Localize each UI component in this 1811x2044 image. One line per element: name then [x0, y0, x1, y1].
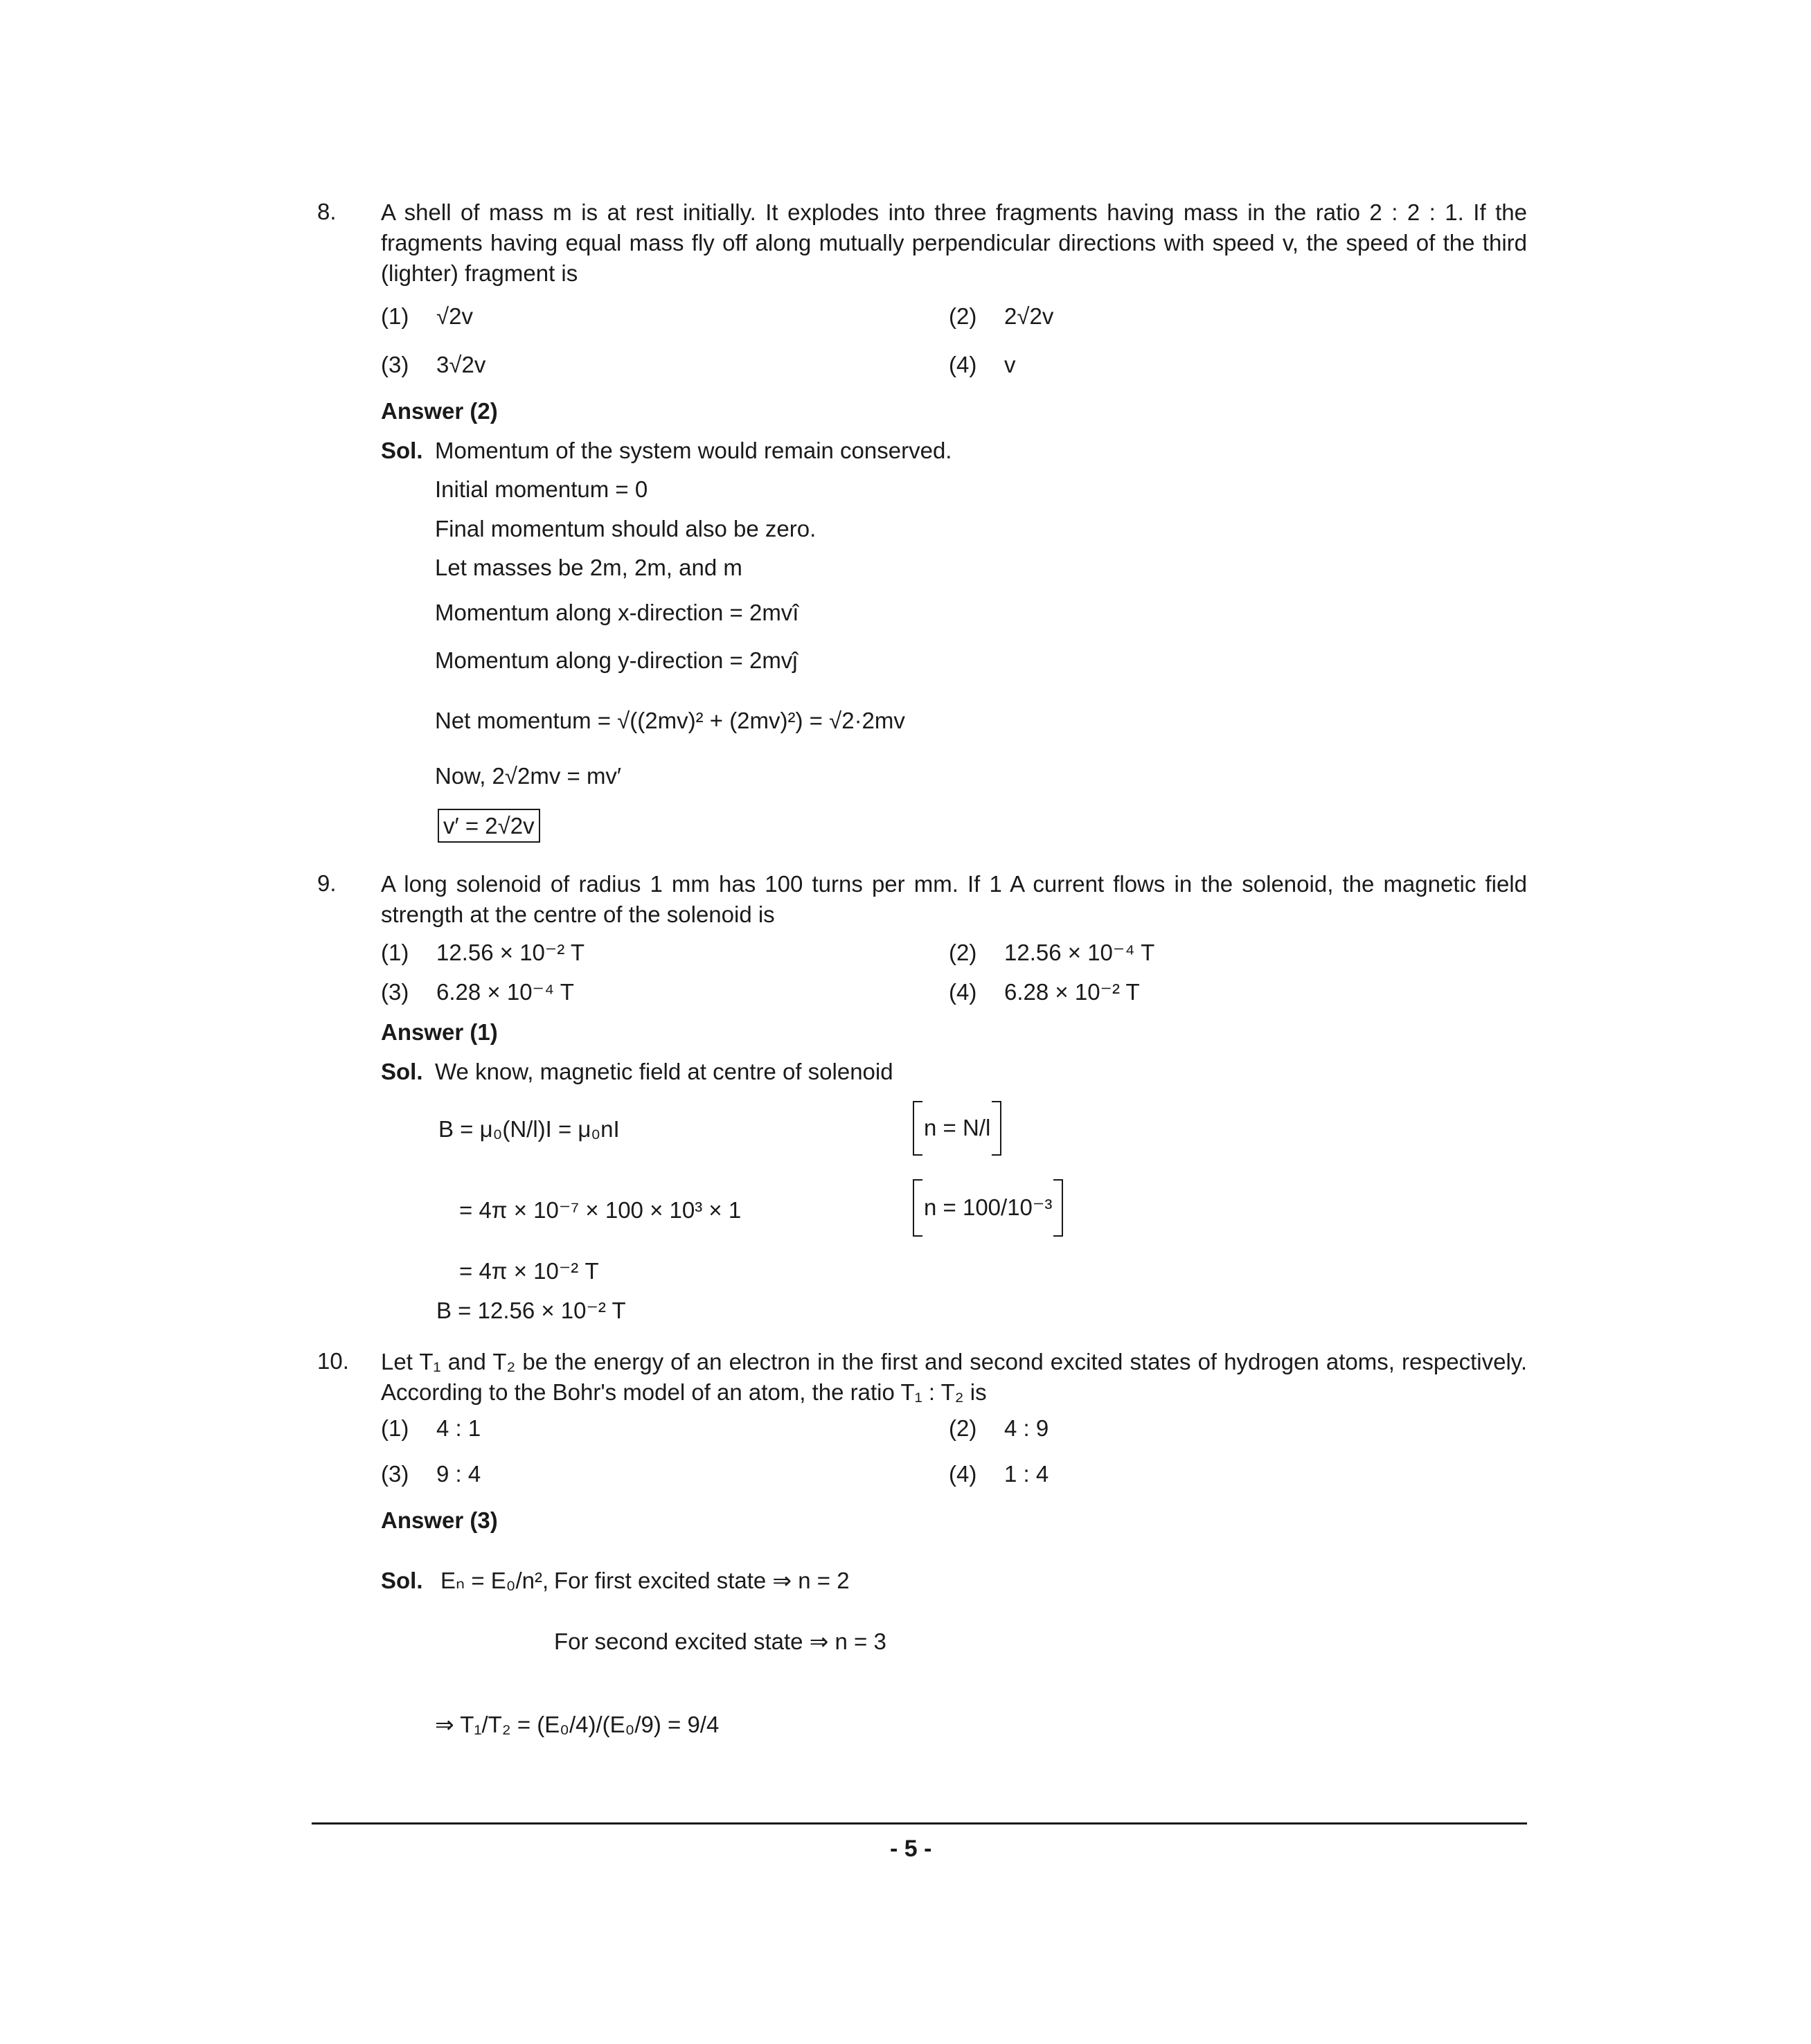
q10-first-excited: For first excited state ⇒ n = 2 — [554, 1568, 850, 1593]
q10-sol-label: Sol. — [381, 1568, 423, 1593]
q9-option-4 — [949, 978, 1140, 1007]
question-10-number: 10. — [317, 1348, 349, 1374]
question-9-text: A long solenoid of radius 1 mm has 100 turns per mm. If 1 A current flows in the solenoid, the magnetic field strength at the centre of the solenoid is — [381, 871, 1527, 927]
option-label: (4) — [949, 352, 977, 377]
q9-equation-1: B = μ₀(N/l)I = μ₀nI — [438, 1116, 620, 1142]
q9-equation-3: = 4π × 10⁻² T — [459, 1258, 599, 1284]
q8-sol-line-4: Let masses be 2m, 2m, and m — [435, 555, 742, 580]
option-value: 12.56 × 10⁻⁴ T — [1004, 940, 1155, 965]
q10-option-4 — [949, 1460, 1049, 1489]
q10-ratio-equation: ⇒ T₁/T₂ = (E₀/4)/(E₀/9) = 9/4 — [435, 1712, 720, 1737]
question-9-number: 9. — [317, 870, 337, 896]
note-text: n = N/l — [924, 1115, 991, 1140]
q8-final-result — [438, 812, 540, 841]
q9-equation-2-note — [913, 1179, 1063, 1237]
question-10-text: Let T₁ and T₂ be the energy of an electron in the first and second excited states of hydrogen atoms, respectively. According to the Bohr's model of an atom, the ratio T₁ : T₂ is — [381, 1349, 1527, 1405]
option-label: (4) — [949, 1461, 977, 1487]
q9-option-1 — [381, 938, 585, 968]
question-8-number: 8. — [317, 199, 337, 224]
note-text: n = 100/10⁻³ — [924, 1194, 1053, 1220]
q8-option-3 — [381, 350, 485, 380]
q8-option-1 — [381, 302, 473, 332]
option-value: v — [1004, 352, 1016, 377]
q10-option-3 — [381, 1460, 481, 1489]
q10-option-2 — [949, 1414, 1049, 1444]
option-label: (2) — [949, 940, 977, 965]
q8-sol-line-7: Net momentum = √((2mv)² + (2mv)²) = √2·2mv — [435, 708, 905, 733]
option-label: (3) — [381, 979, 409, 1005]
option-value: 1 : 4 — [1004, 1461, 1049, 1487]
q9-equation-2: = 4π × 10⁻⁷ × 100 × 10³ × 1 — [459, 1197, 742, 1223]
question-8-text: A shell of mass m is at rest initially. It explodes into three fragments having mass in the ratio 2 : 2 : 1. If the fragments having equal mass fly off along mutually perpendicular directions with speed v, the speed of the third (lighter) fragment is — [381, 199, 1527, 286]
option-value: 3√2v — [436, 352, 486, 377]
option-value: 4 : 1 — [436, 1415, 481, 1441]
option-label: (2) — [949, 303, 977, 329]
q8-option-4 — [949, 350, 1016, 380]
option-value: 12.56 × 10⁻² T — [436, 940, 585, 965]
option-value: 4 : 9 — [1004, 1415, 1049, 1441]
q10-option-1 — [381, 1414, 481, 1444]
q8-sol-line-1: Momentum of the system would remain conserved. — [435, 438, 952, 463]
option-label: (1) — [381, 303, 409, 329]
q9-sol-intro: We know, magnetic field at centre of solenoid — [435, 1059, 893, 1084]
q10-answer: Answer (3) — [381, 1507, 498, 1533]
q9-equation-1-note — [913, 1101, 1001, 1156]
option-value: 6.28 × 10⁻⁴ T — [436, 979, 574, 1005]
q10-second-excited: For second excited state ⇒ n = 3 — [554, 1629, 886, 1654]
q8-sol-label: Sol. — [381, 438, 423, 463]
footer-divider — [312, 1822, 1527, 1825]
q10-energy-formula: Eₙ = E₀/n², — [440, 1568, 549, 1593]
q8-sol-line-3: Final momentum should also be zero. — [435, 516, 817, 541]
q8-sol-line-2: Initial momentum = 0 — [435, 476, 648, 502]
q8-sol-line-5: Momentum along x-direction = 2mvî — [435, 600, 799, 625]
option-label: (1) — [381, 940, 409, 965]
option-label: (3) — [381, 1461, 409, 1487]
q9-equation-4: B = 12.56 × 10⁻² T — [436, 1298, 626, 1323]
page-number: - 5 - — [890, 1836, 932, 1862]
q9-sol-label: Sol. — [381, 1059, 423, 1084]
q8-option-2 — [949, 302, 1053, 332]
option-label: (1) — [381, 1415, 409, 1441]
option-label: (3) — [381, 352, 409, 377]
q8-answer: Answer (2) — [381, 398, 498, 424]
boxed-result: v′ = 2√2v — [438, 809, 540, 843]
option-label: (4) — [949, 979, 977, 1005]
q8-sol-line-8: Now, 2√2mv = mv′ — [435, 763, 622, 789]
q8-sol-line-6: Momentum along y-direction = 2mvĵ — [435, 647, 798, 673]
option-value: 6.28 × 10⁻² T — [1004, 979, 1140, 1005]
option-value: √2v — [436, 303, 473, 329]
q9-answer: Answer (1) — [381, 1019, 498, 1045]
option-value: 9 : 4 — [436, 1461, 481, 1487]
q9-option-2 — [949, 938, 1154, 968]
option-value: 2√2v — [1004, 303, 1054, 329]
option-label: (2) — [949, 1415, 977, 1441]
q9-option-3 — [381, 978, 574, 1007]
